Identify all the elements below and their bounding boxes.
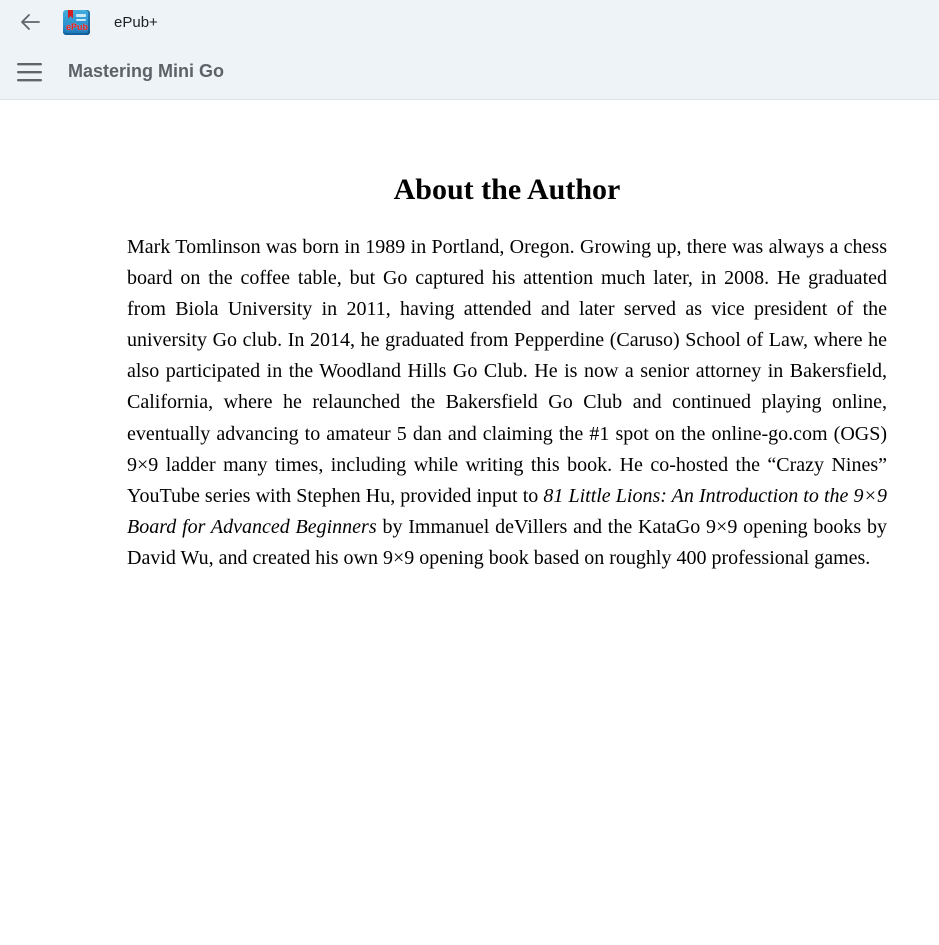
- app-logo-icon: [63, 9, 90, 36]
- paragraph-text: Mark Tomlinson was born in 1989 in Portland, Oregon. Growing up, there was always a chess board on the coffee table, but Go captured his attention much later, in 2008. He graduated from Biola University in 2011, having attended and later served as vice president of the university Go club. In 2014, he graduated from Pepperdine (Caruso) School of Law, where he also participated in the Woodland Hills Go Club. He is now a senior attorney in Bakersfield, California, where he relaunched the Bakersfield Go Club and continued playing online, eventually advancing to amateur 5 dan and claiming the #1 spot on the online-go.com (OGS) 9×9 ladder many times, including while writing this book. He co-hosted the “Crazy Nines” YouTube series with Stephen Hu, provided input to: [127, 236, 887, 507]
- logo-text: ePub: [66, 21, 89, 32]
- back-arrow-icon: [18, 10, 42, 34]
- menu-button[interactable]: [16, 58, 44, 86]
- hamburger-menu-icon: [17, 60, 43, 84]
- app-title: ePub+: [114, 13, 158, 31]
- book-title-italic: 81 Little Lions: An Introduction to the 9×9 Board for Advanced Beginners: [127, 484, 887, 538]
- paragraph-text: by Immanuel deVillers and the KataGo 9×9 opening books by David Wu, and created his own 9×9 opening book based on roughly 400 professional games.: [127, 515, 887, 569]
- app-header: [0, 0, 939, 100]
- logo-page-line: [76, 14, 86, 17]
- titlebar: [0, 0, 939, 44]
- book-title: Mastering Mini Go: [68, 61, 225, 81]
- reader-content: [0, 100, 939, 945]
- chapter-heading: About the Author: [393, 173, 621, 206]
- back-button[interactable]: [16, 8, 44, 36]
- logo-page-line: [76, 19, 86, 21]
- chapter-paragraph: [127, 232, 887, 574]
- reader-page: [127, 172, 887, 574]
- book-header: [0, 44, 939, 99]
